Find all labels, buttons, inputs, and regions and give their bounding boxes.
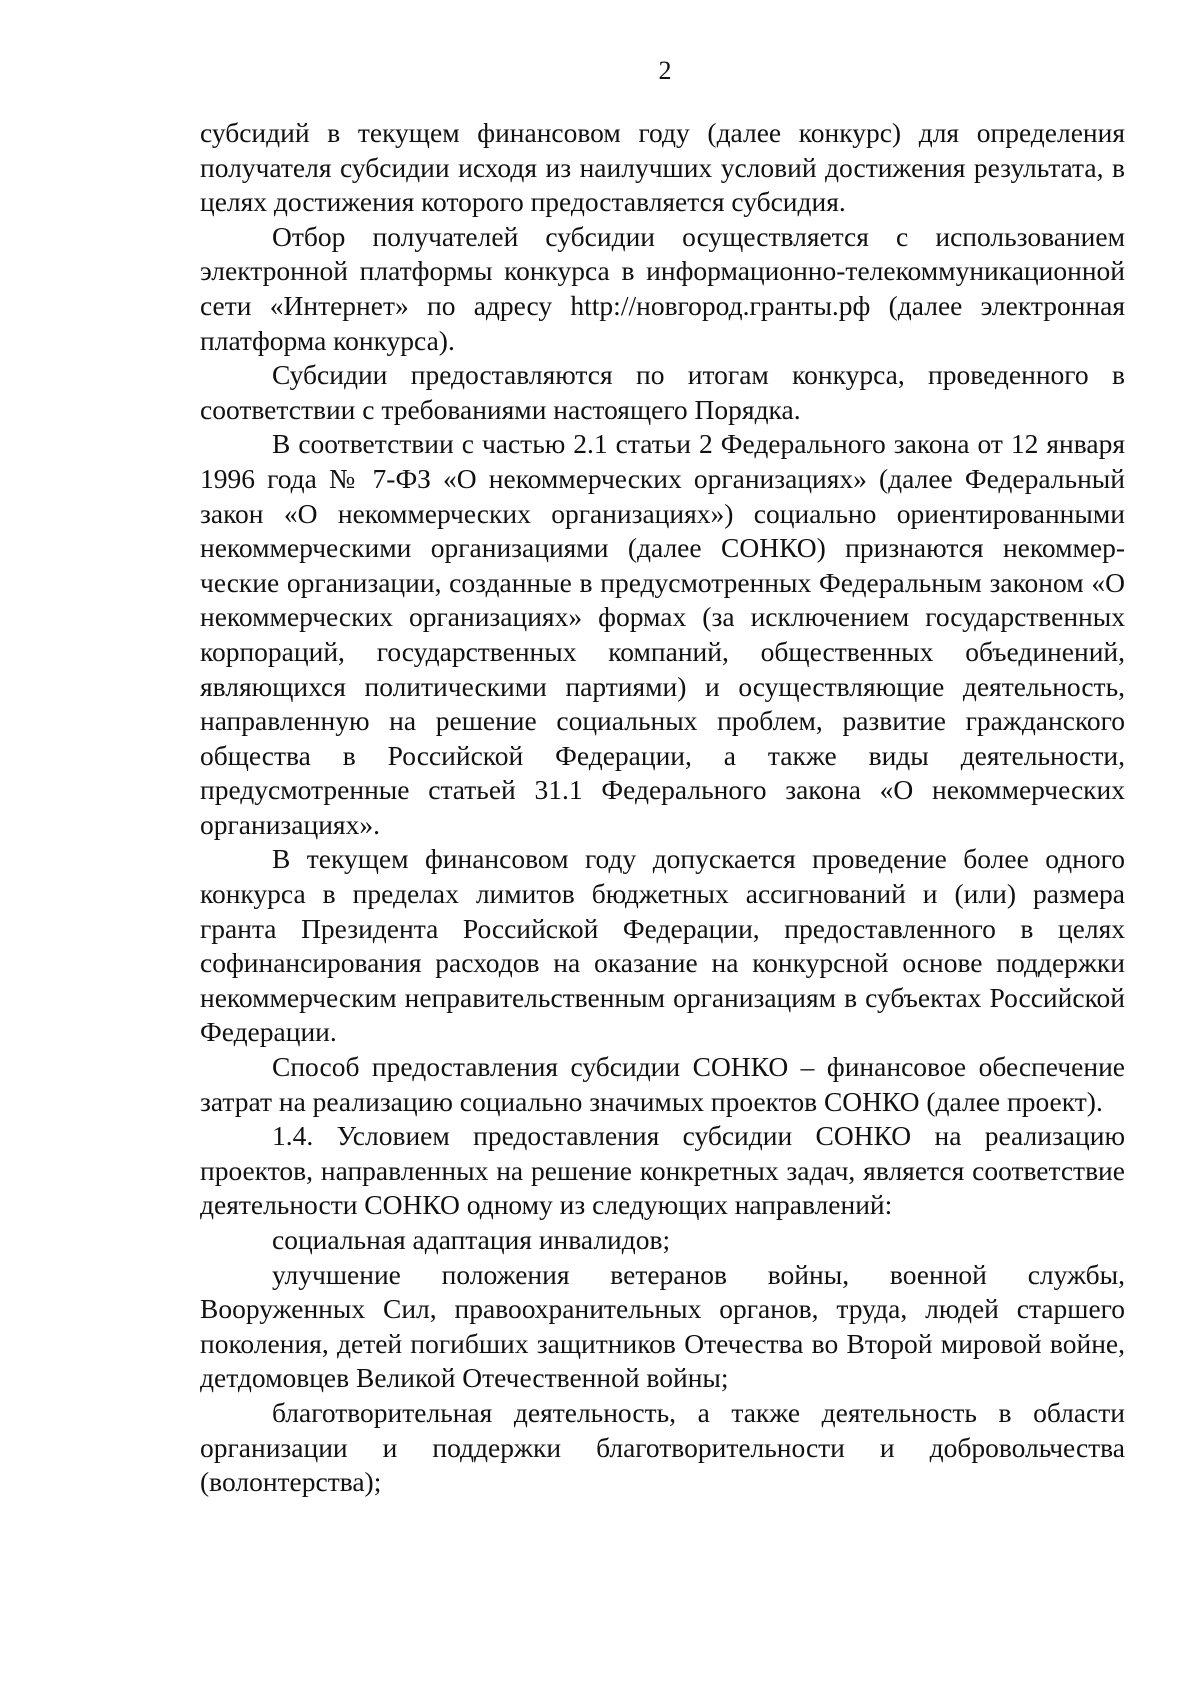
- list-item-veterans: улучшение положения ветеранов войны, военной службы, Вооруженных Сил, правоохранительных органов, труда, людей старшего поколения, детей погибших защитников Отечества во Второй мировой войне, детдомовцев Великой Отечественной войны;: [200, 1258, 1125, 1394]
- document-body: [200, 116, 1125, 1500]
- page-number: 2: [658, 56, 672, 85]
- paragraph-intro: субсидий в текущем финансовом году (далее конкурс) для определения получателя субсидии исходя из наилучших условий достижения результата, в целях достижения которого предоставляется субсидия.: [200, 117, 1125, 218]
- paragraph-subsidy-method: Способ предоставления субсидии СОНКО – финансовое обеспечение затрат на реализацию социально значимых проектов СОНКО (далее проект).: [200, 1051, 1125, 1117]
- list-item-charity: благотворительная деятельность, а также деятельность в области организации и поддержки благотворительности и добровольчества (волонтерства);: [200, 1396, 1125, 1498]
- paragraph-selection-platform: Отбор получателей субсидии осуществляется с использованием электронной платформы конкурса в информационно-телекоммуникационной сети «Интернет» по адресу http://новгород.гранты.рф (далее электронная платформа конкурса).: [200, 220, 1125, 356]
- paragraph-condition-1-4: 1.4. Условием предоставления субсидии СОНКО на реализацию проектов, направленных на решение конкретных задач, является соответствие деятельности СОНКО одному из следующих направлений:: [200, 1120, 1125, 1221]
- paragraph-subsidy-by-results: Субсидии предоставляются по итогам конкурса, проведенного в соответствии с требованиями настоящего Порядка.: [200, 359, 1125, 425]
- paragraph-sonko-definition: В соответствии с частью 2.1 статьи 2 Федерального закона от 12 января 1996 года № 7-ФЗ «О некоммерческих организациях» (далее Федеральный закон «О некоммерческих организациях») социально ориентированными некоммерческими организациями (далее СОНКО) признаются некоммерческие организации, созданные в предусмотренных Федеральным законом «О некоммерческих организациях» формах (за исключением государственных корпораций, государственных компаний, общественных объединений, являющихся политическими партиями) и осуществляющие деятельность, направленную на решение социальных проблем, развитие гражданского общества в Российской Федерации, а также виды деятельности, предусмотренные статьей 31.1 Федерального закона «О некоммерческих организациях».: [200, 428, 1125, 840]
- list-item-disabled-adaptation: социальная адаптация инвалидов;: [272, 1224, 671, 1255]
- paragraph-multiple-contests: В текущем финансовом году допускается проведение более одного конкурса в пределах лимитов бюджетных ассигнований и (или) размера гранта Президента Российской Федерации, предоставленного в целях софинансирования расходов на оказание на конкурсной основе поддержки некоммерческим неправительственным организациям в субъектах Российской Федерации.: [200, 843, 1125, 1048]
